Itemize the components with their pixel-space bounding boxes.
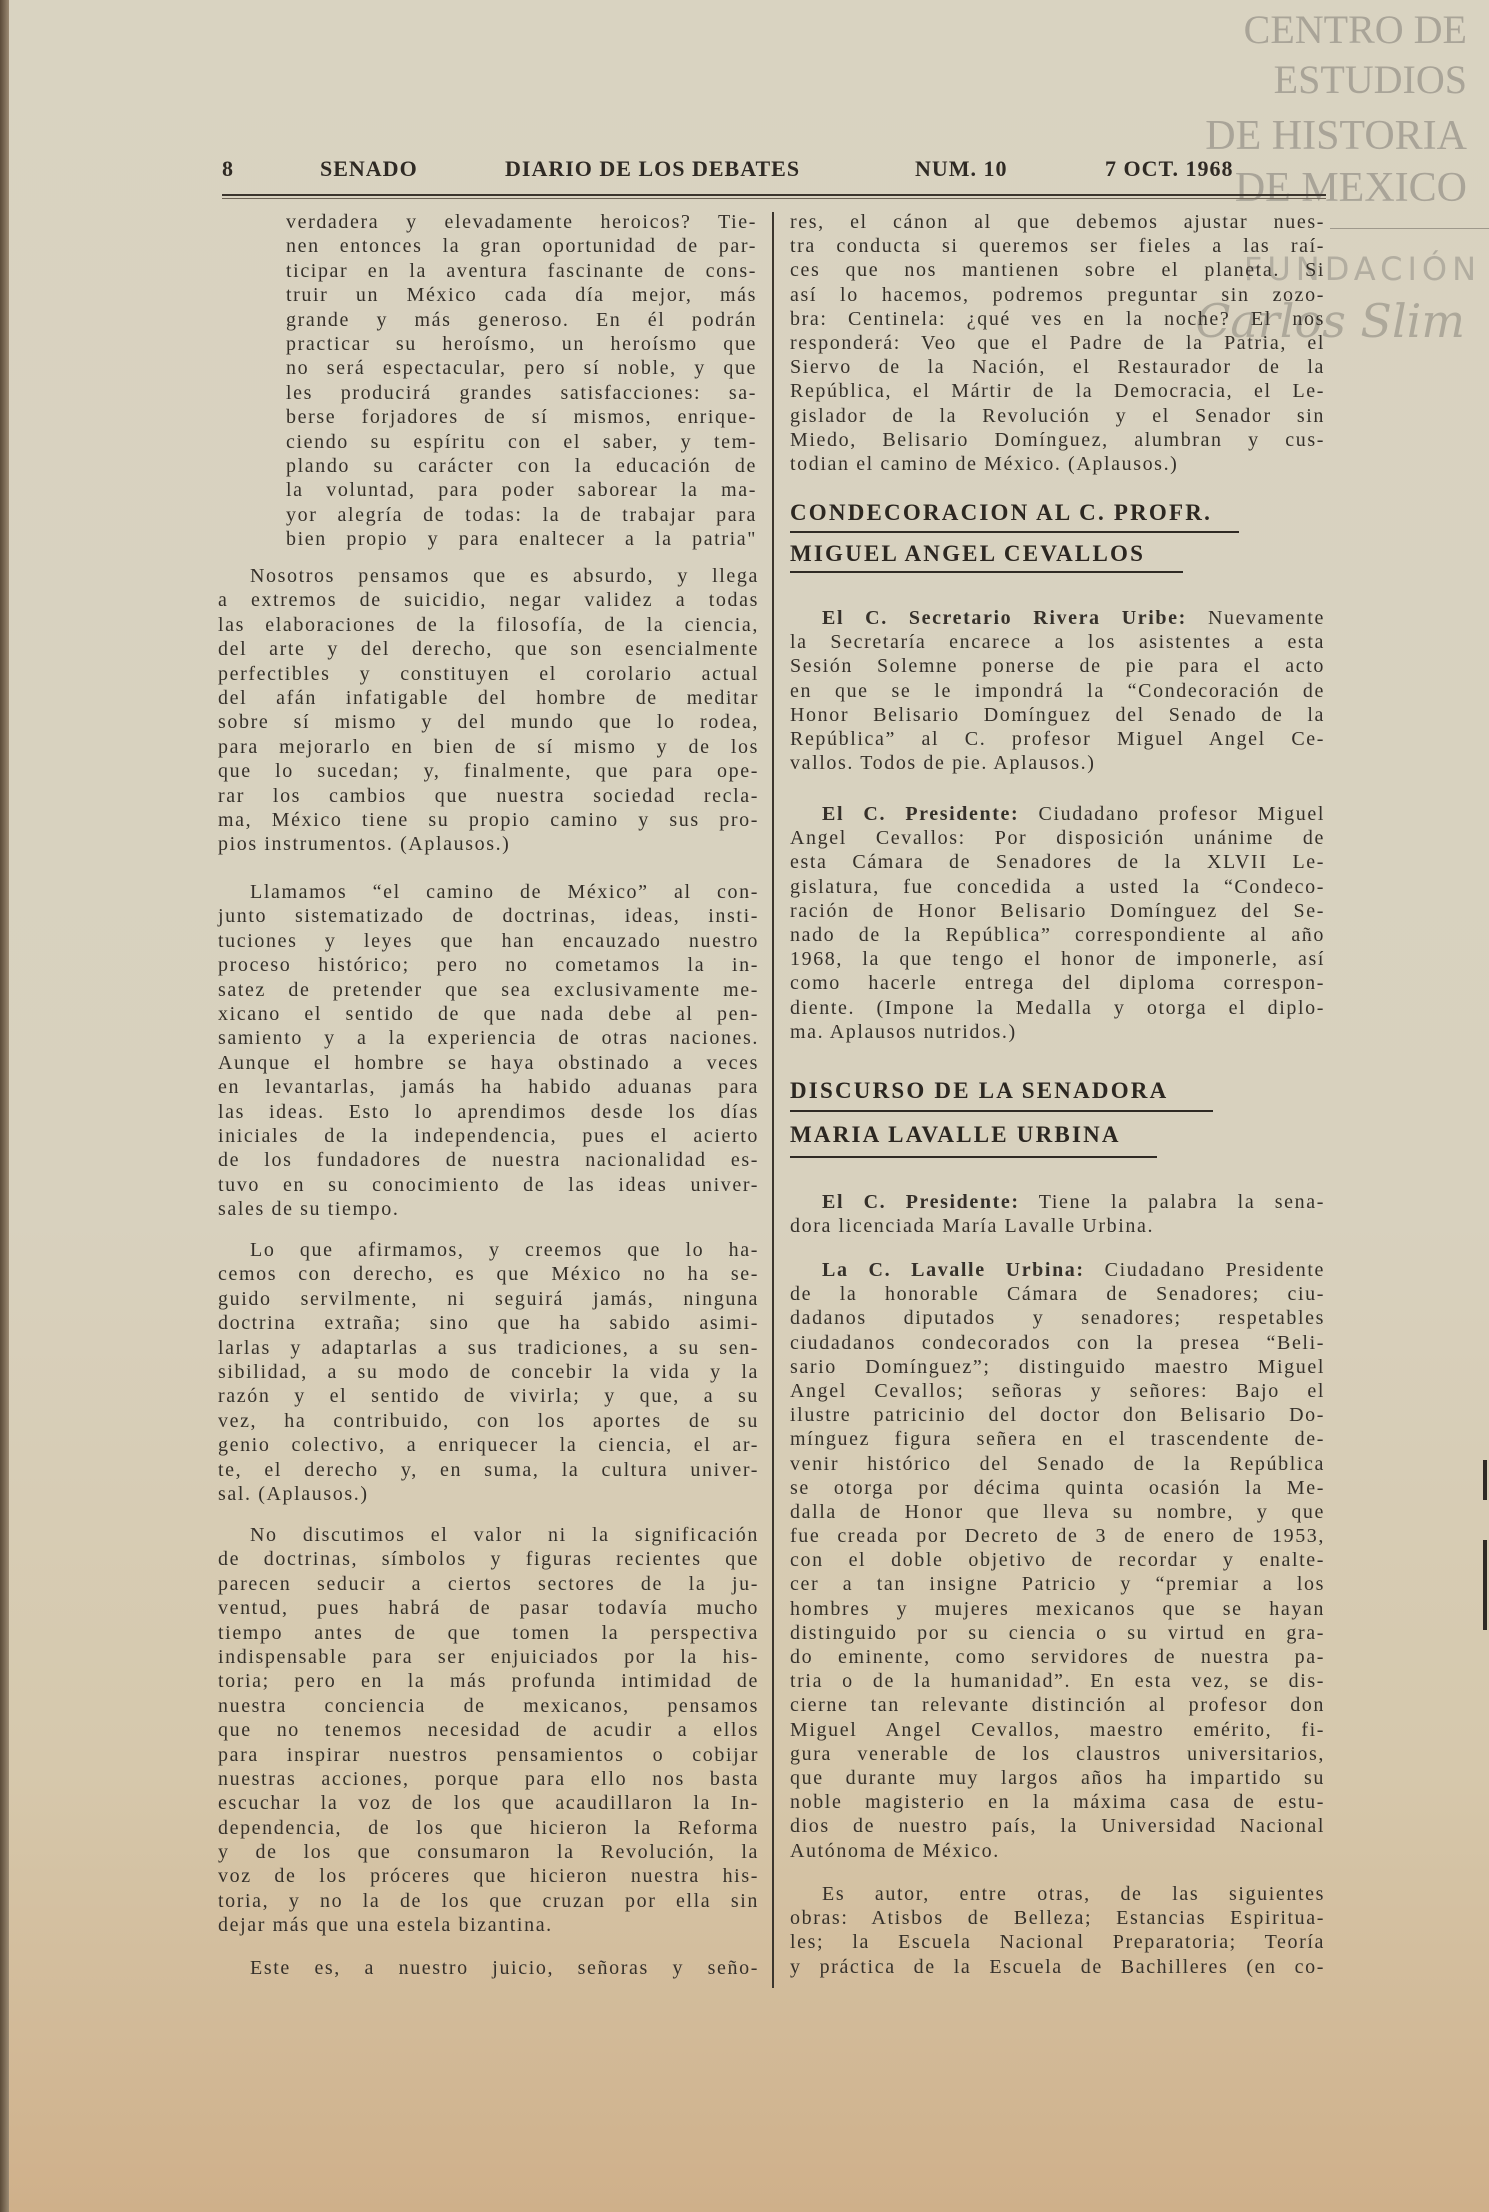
text-line: Es autor, entre otras, de las siguientes — [822, 1883, 1325, 1905]
text-line — [790, 802, 1325, 826]
text-line: Angel Cevallos; señoras y señores: Bajo el — [790, 1379, 1325, 1402]
text-line: te, el derecho y, en suma, la cultura univer- — [218, 1458, 759, 1481]
text-line: verdadera y elevadamente heroicos? Tie- — [286, 211, 757, 233]
text-line: Lo que afirmamos, y creemos que lo ha- — [250, 1239, 759, 1261]
publication-title: DIARIO DE LOS DEBATES — [505, 156, 801, 181]
text-line: diente. (Impone la Medalla y otorga el diplo- — [790, 996, 1325, 1019]
text-line: tiempo antes de que tomen la perspectiva — [218, 1621, 759, 1644]
text-line: dependencia, de los que hicieron la Reforma — [218, 1816, 759, 1839]
text-line: se otorga por décima quinta ocasión la Me- — [790, 1476, 1325, 1499]
watermark-line: DE HISTORIA — [1205, 113, 1467, 159]
text-line: bra: Centinela: ¿qué ves en la noche? El nos — [790, 307, 1325, 330]
text-line — [790, 1190, 1325, 1214]
text-line: guido servilmente, ni seguirá jamás, ninguna — [218, 1287, 759, 1310]
text-line: no será espectacular, pero sí noble, y que — [286, 357, 757, 380]
text-line: dadanos diputados y senadores; respetables — [790, 1307, 1325, 1330]
text-line: la Secretaría encarece a los asistentes a esta — [790, 631, 1325, 654]
scan-mark — [1483, 1460, 1487, 1500]
watermark-divider — [1330, 228, 1489, 229]
text-line: les; la Escuela Nacional Preparatoria; Teoría — [790, 1931, 1325, 1954]
text-line: No discutimos el valor ni la significación — [250, 1524, 759, 1546]
text-line: dalla de Honor que lleva su nombre, y que — [790, 1500, 1325, 1523]
paragraph-es-autor — [790, 1882, 1325, 1979]
section-heading: CONDECORACION AL C. PROFR. — [790, 500, 1213, 525]
text-line: venir histórico del Senado de la República — [790, 1452, 1325, 1475]
text-line: cierne tan relevante distinción al profesor don — [790, 1694, 1325, 1717]
text-line: mínguez figura señera en el trascendente de- — [790, 1428, 1325, 1451]
text-line: do eminente, como servidores de nuestra pa- — [790, 1646, 1325, 1668]
text-line: la voluntad, para poder saborear la ma- — [286, 479, 757, 502]
text-line: 1968, la que tengo el honor de imponerle, así — [790, 948, 1325, 971]
speech-text: Ciudadano Presidente — [1104, 1259, 1325, 1281]
section-heading: MIGUEL ANGEL CEVALLOS — [790, 541, 1146, 566]
text-line — [790, 606, 1325, 630]
text-line: hombres y mujeres mexicanos que se hayan — [790, 1597, 1325, 1620]
text-line: así lo hacemos, podremos preguntar sin zozo- — [790, 283, 1325, 306]
heading-underline — [790, 1156, 1157, 1158]
heading-underline — [790, 531, 1239, 533]
text-line: razón y el sentido de vivirla; y que, a su — [218, 1385, 759, 1408]
paragraph-lo-que — [218, 1238, 759, 1506]
text-line: que durante muy largos años ha impartido su — [790, 1766, 1325, 1789]
text-line: tuciones y leyes que han encauzado nuestro — [218, 929, 759, 952]
text-line: practicar su heroísmo, un heroísmo que — [286, 332, 757, 355]
speaker-name: La C. Lavalle Urbina: — [822, 1259, 1085, 1281]
text-line: Autónoma de México. — [790, 1839, 1000, 1862]
text-line: Honor Belisario Domínguez del Senado de la — [790, 703, 1325, 726]
text-line: República, el Mártir de la Democracia, el Le- — [790, 380, 1325, 403]
text-line: para inspirar nuestros pensamientos o cobijar — [218, 1743, 759, 1766]
text-line: ración de Honor Belisario Domínguez del Se- — [790, 899, 1325, 922]
text-line: fue creada por Decreto de 3 de enero de 1953, — [790, 1525, 1325, 1548]
speech-text: Ciudadano profesor Miguel — [1038, 803, 1325, 825]
text-line: berse forjadores de sí mismos, enrique- — [286, 406, 757, 429]
chamber-name: SENADO — [320, 156, 418, 181]
text-line: sobre sí mismo y del mundo que lo rodea, — [218, 711, 759, 734]
text-line: para mejorarlo en bien de sí mismo y de los — [218, 735, 759, 758]
section-heading: DISCURSO DE LA SENADORA — [790, 1078, 1169, 1103]
text-line: bien propio y para enaltecer a la patria" — [286, 528, 757, 551]
text-line: Siervo de la Nación, el Restaurador de la — [790, 356, 1325, 379]
text-line: en que se le impondrá la “Condecoración de — [790, 679, 1325, 702]
speech-text: Nuevamente — [1207, 607, 1326, 629]
text-line: ma. Aplausos nutridos.) — [790, 1020, 1017, 1043]
text-line: República” al C. profesor Miguel Angel Ce- — [790, 727, 1325, 750]
text-line: con el doble objetivo de recordar y enalte- — [790, 1549, 1325, 1572]
heading-underline — [790, 1110, 1213, 1112]
text-line: toria, y no la de los que cruzan por ella sin — [218, 1889, 759, 1912]
text-line: Sesión Solemne ponerse de pie para el acto — [790, 655, 1325, 678]
text-line: que no tenemos necesidad de acudir a ellos — [218, 1719, 759, 1742]
text-line: sal. (Aplausos.) — [218, 1482, 369, 1505]
text-line: nen entonces la gran oportunidad de par- — [286, 235, 757, 258]
watermark-line: DE MEXICO — [1234, 165, 1467, 211]
paragraph-este-es — [218, 1956, 759, 1980]
text-line: todian el camino de México. (Aplausos.) — [790, 452, 1179, 475]
text-line: escuchar la voz de los que acaudillaron la In- — [218, 1792, 759, 1815]
text-line: y de los que consumaron la Revolución, la — [218, 1841, 759, 1864]
text-line: xicano el sentido de que nada debe al pen- — [218, 1002, 759, 1025]
text-line: grande y más generoso. En él podrán — [286, 308, 757, 331]
paragraph-no-discutimos — [218, 1523, 759, 1938]
text-line: samiento y a la experiencia de otras naciones. — [218, 1027, 759, 1050]
text-line: plando su carácter con la educación de — [286, 454, 757, 477]
text-line: proceso histórico; pero no cometamos la in- — [218, 954, 759, 977]
text-line: las elaboraciones de la filosofía, de la ciencia, — [218, 613, 759, 636]
text-line: truir un México cada día mejor, más — [286, 284, 757, 307]
text-line: ciendo su espíritu con el saber, y tem- — [286, 430, 757, 453]
page-number: 8 — [222, 156, 234, 181]
text-line: noble magisterio en la máxima casa de estu- — [790, 1791, 1325, 1814]
speech-lavalle-urbina — [790, 1258, 1325, 1863]
text-line: vallos. Todos de pie. Aplausos.) — [790, 752, 1096, 775]
text-line: tra conducta si queremos ser fieles a las raí- — [790, 235, 1325, 258]
text-line: vez, ha contribuido, con los aportes de su — [218, 1409, 759, 1432]
text-line: tria o de la humanidad”. En esta vez, se dis- — [790, 1670, 1325, 1693]
text-line: esta Cámara de Senadores de la XLVII Le- — [790, 851, 1325, 874]
text-line: como hacerle entrega del diploma correspon- — [790, 972, 1325, 995]
text-line: gislatura, fue concedida a usted la “Condeco- — [790, 875, 1325, 898]
text-line: toria; pero en la más profunda intimidad de — [218, 1670, 759, 1693]
text-line: les producirá grandes satisfacciones: sa- — [286, 381, 757, 404]
text-line: responderá: Veo que el Padre de la Patria, el — [790, 331, 1325, 354]
section-heading: MARIA LAVALLE URBINA — [790, 1122, 1121, 1147]
text-line: las ideas. Esto lo aprendimos desde los días — [218, 1100, 759, 1123]
paragraph-llamamos — [218, 880, 759, 1221]
text-line: gura venerable de los claustros universitarios, — [790, 1742, 1325, 1765]
speaker-name: El C. Secretario Rivera Uribe: — [822, 607, 1187, 629]
header-rule — [222, 194, 1326, 199]
text-line: Miguel Angel Cevallos, maestro emérito, fi- — [790, 1718, 1325, 1741]
text-line: pios instrumentos. (Aplausos.) — [218, 833, 511, 856]
text-line: ilustre patricinio del doctor don Belisario Do- — [790, 1404, 1325, 1427]
text-line: parecen seducir a ciertos sectores de la ju- — [218, 1572, 759, 1595]
speech-presidente — [790, 1190, 1325, 1238]
text-line: Nosotros pensamos que es absurdo, y llega — [250, 565, 759, 587]
text-line: cemos con derecho, es que México no ha se- — [218, 1263, 759, 1286]
text-line: ticipar en la aventura fascinante de cons- — [286, 259, 757, 282]
text-line: dios de nuestro país, la Universidad Nacional — [790, 1815, 1325, 1838]
text-line: Llamamos “el camino de México” al con- — [250, 881, 759, 903]
speech-presidente — [790, 802, 1325, 1044]
text-line: yor alegría de todas: la de trabajar para — [286, 503, 757, 526]
text-line: res, el cánon al que debemos ajustar nues- — [790, 211, 1325, 233]
text-line: larlas y adaptarlas a sus tradiciones, a su sen- — [218, 1336, 759, 1359]
text-line: distinguido por su ciencia o su virtud en gra- — [790, 1621, 1325, 1644]
text-line: Aunque el hombre se haya obstinado a veces — [218, 1051, 759, 1074]
text-line: del arte y del derecho, que son esencialmente — [218, 638, 759, 661]
watermark-line: CENTRO DE — [1243, 7, 1467, 52]
text-line: Este es, a nuestro juicio, señoras y seño- — [250, 1957, 759, 1979]
text-line: genio colectivo, a enriquecer la ciencia, el ar- — [218, 1434, 759, 1457]
text-line: ciudadanos condecorados con la presea “Beli- — [790, 1331, 1325, 1354]
watermark-foundation: FUNDACIÓN — [1243, 250, 1481, 288]
speech-secretario — [790, 606, 1325, 775]
text-line: indispensable para ser enjuiciados por la his- — [218, 1645, 759, 1668]
text-line: doctrina extraña; sino que ha sabido asimi- — [218, 1312, 759, 1335]
watermark-line: ESTUDIOS — [1273, 57, 1467, 102]
text-line: en levantarlas, jamás ha habido aduanas para — [218, 1076, 759, 1099]
text-line: junto sistematizado de doctrinas, ideas, insti- — [218, 905, 759, 928]
text-line: del afán infatigable del hombre de meditar — [218, 686, 759, 709]
text-line: ventud, pues habrá de pasar todavía mucho — [218, 1597, 759, 1620]
text-line: Angel Cevallos: Por disposición unánime de — [790, 827, 1325, 850]
heading-underline — [790, 571, 1183, 573]
text-line: y práctica de la Escuela de Bachilleres (en co- — [790, 1955, 1325, 1978]
text-line: sario Domínguez”; distinguido maestro Miguel — [790, 1355, 1325, 1378]
text-line: de doctrinas, símbolos y figuras recientes que — [218, 1548, 759, 1571]
text-line: iniciales de la independencia, pues el acierto — [218, 1124, 759, 1147]
text-line: sibilidad, a su modo de concebir la vida y la — [218, 1360, 759, 1383]
text-line: de los fundadores de nuestra nacionalidad es- — [218, 1149, 759, 1172]
speaker-name: El C. Presidente: — [822, 803, 1020, 825]
text-line: satez de pretender que sea exclusivamente me- — [218, 978, 759, 1001]
text-line: sales de su tiempo. — [218, 1198, 400, 1221]
text-line: nuestra conciencia de mexicanos, pensamos — [218, 1694, 759, 1717]
text-line: nuestras acciones, porque para ello nos basta — [218, 1767, 759, 1790]
text-line — [790, 1258, 1325, 1282]
watermark-signature: Carlos Slim — [1195, 294, 1465, 348]
paragraph-continuation — [790, 210, 1325, 476]
page-edge — [0, 0, 9, 2212]
text-line: ma, México tiene su propio camino y sus pro- — [218, 808, 759, 831]
text-line: dora licenciada María Lavalle Urbina. — [790, 1215, 1155, 1238]
text-line: nado de la República” correspondiente al año — [790, 923, 1325, 946]
text-line: obras: Atisbos de Belleza; Estancias Espiritua- — [790, 1907, 1325, 1930]
text-line: gislador de la Revolución y el Senador sin — [790, 404, 1325, 427]
text-line: que lo sucedan; y, finalmente, que para ope- — [218, 760, 759, 783]
text-line: perfectibles y constituyen el corolario actual — [218, 662, 759, 685]
text-line: dejar más que una estela bizantina. — [218, 1914, 553, 1937]
speech-text: Tiene la palabra la sena- — [1038, 1191, 1325, 1213]
quote-paragraph — [286, 210, 757, 551]
text-line: voz de los próceres que hicieron nuestra his- — [218, 1865, 759, 1888]
text-line: cer a tan insigne Patricio y “premiar a los — [790, 1573, 1325, 1596]
issue-date: 7 OCT. 1968 — [1105, 156, 1234, 181]
speaker-name: El C. Presidente: — [822, 1191, 1020, 1213]
column-divider — [772, 212, 774, 1988]
text-line: Miedo, Belisario Domínguez, alumbran y cus- — [790, 428, 1325, 451]
text-line: rar los cambios que nuestra sociedad recla- — [218, 784, 759, 807]
issue-number: NUM. 10 — [915, 156, 1008, 181]
paragraph-nosotros — [218, 564, 759, 857]
text-line: ces que nos mantienen sobre el planeta. Si — [790, 259, 1325, 282]
scan-mark — [1483, 1540, 1487, 1630]
text-line: de la honorable Cámara de Senadores; ciu- — [790, 1283, 1325, 1306]
text-line: a extremos de suicidio, negar validez a todas — [218, 589, 759, 612]
text-line: tuvo en su conocimiento de las ideas univer- — [218, 1173, 759, 1196]
